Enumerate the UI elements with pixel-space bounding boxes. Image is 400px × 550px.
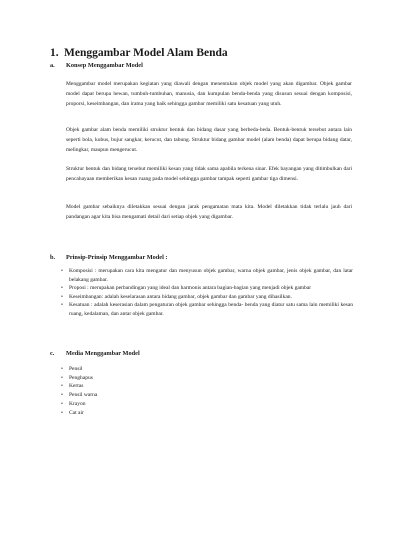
section-a-paragraph-1: [66, 79, 352, 109]
section-a-title: Konsep Menggambar Model: [66, 62, 143, 69]
list-item: [61, 301, 353, 318]
bullet-icon: •: [61, 366, 63, 372]
paragraph-text: Model gambar sebaiknya diletakkan sesuai dengan jarak pengamatan mata kita. Model diletakkan tidak terlalu jauh dari pandangan agar kita bisa mengamati detail dari setiap objek yang digambar.: [66, 204, 352, 220]
section-a-paragraph-3: [66, 164, 352, 184]
list-item: [61, 409, 353, 418]
list-item: [61, 284, 353, 293]
list-item-text: Penghapus: [69, 374, 93, 381]
list-item: [61, 293, 353, 302]
paragraph-text: Objek gambar alam benda memiliki struktur bentuk dan bidang dasar yang berbeda-beda. Bentuk-bentuk tersebut antara lain seperti bola, kubus, bujur sangkar, kerucut, dan tabung. Struktur bidang gambar model (alam benda) dapat berupa bidang datar, melingkar, maupun mengerucut.: [66, 127, 352, 153]
bullet-icon: •: [61, 409, 63, 416]
list-item: [61, 382, 353, 391]
title-text: Menggambar Model Alam Benda: [64, 47, 228, 59]
bullet-icon: •: [61, 400, 63, 407]
list-item-text: Komposisi : merupakan cara kita mengatur dan menyusun objek gambar, warna objek gambar, jenis objek gambar, dan latar belakang gambar.: [69, 268, 353, 283]
bullet-icon: •: [61, 383, 63, 390]
title-number: 1.: [50, 47, 59, 59]
page-title: [50, 47, 228, 59]
media-list: [61, 365, 353, 417]
paragraph-text: Menggambar model merupakan kegiatan yang diawali dengan menentukan objek model yang akan digambar. Objek gambar model dapat berupa hewan, tumbuh-tumbuhan, manusia, dan kumpulan benda-benda yang disusun sesuai dengan komposisi, proporsi, keseimbangan, dan irama yang baik sehingga gambar memiliki satu kesatuan yang utuh.: [66, 81, 352, 107]
list-item-text: Proposi : merupakan perbandingan yang ideal dan harmonis antara bagian-bagian yang menjadi objek gambar: [69, 285, 312, 292]
section-a-heading: [50, 62, 143, 69]
list-item-text: Cat air: [69, 409, 84, 416]
section-b-title: Prinsip-Prinsip Menggambar Model :: [66, 254, 168, 261]
section-c-title: Media Menggambar Model: [66, 350, 140, 357]
list-item-text: Pensil warna: [69, 392, 98, 399]
section-c-letter: c.: [50, 350, 55, 357]
section-a-letter: a.: [50, 62, 55, 69]
list-item-text: Kesatuan : adalah keserasian dalam pengaturan objek gambar sehingga benda- benda yang diatur satu sama lain memiliki kesan ruang, kedalaman, dan antar objek gambar.: [69, 302, 353, 317]
bullet-icon: •: [61, 293, 63, 300]
bullet-icon: •: [61, 374, 63, 381]
paragraph-text: Struktur bentuk dan bidang tersebut memiliki kesan yang tidak sama apabila terkena sinar. Efek bayangan yang ditimbulkan dari pencahayaan memberikan kesan ruang pada model sehingga gambar tampak seperti gambar tiga dimensi.: [66, 166, 352, 182]
list-item: [61, 391, 353, 400]
bullet-icon: •: [61, 392, 63, 399]
section-b-heading: [50, 254, 168, 261]
bullet-icon: •: [61, 268, 63, 274]
principles-list: [61, 267, 353, 319]
list-item: [61, 400, 353, 409]
list-item-text: Kertas: [69, 383, 84, 390]
list-item: [61, 374, 353, 383]
section-b-letter: b.: [50, 254, 56, 261]
section-a-paragraph-2: [66, 125, 352, 155]
list-item: [61, 365, 353, 374]
list-item: [61, 267, 353, 284]
bullet-icon: •: [61, 285, 63, 292]
bullet-icon: •: [61, 302, 63, 309]
list-item-text: Pensil: [69, 366, 83, 372]
section-c-heading: [50, 350, 140, 357]
section-a-paragraph-4: [66, 202, 352, 222]
list-item-text: Krayon: [69, 400, 86, 407]
list-item-text: Keseimbangan: adalah keselarasan antara bidang gambar, objek gambar dan gambar yang dihasilkan.: [69, 293, 292, 300]
